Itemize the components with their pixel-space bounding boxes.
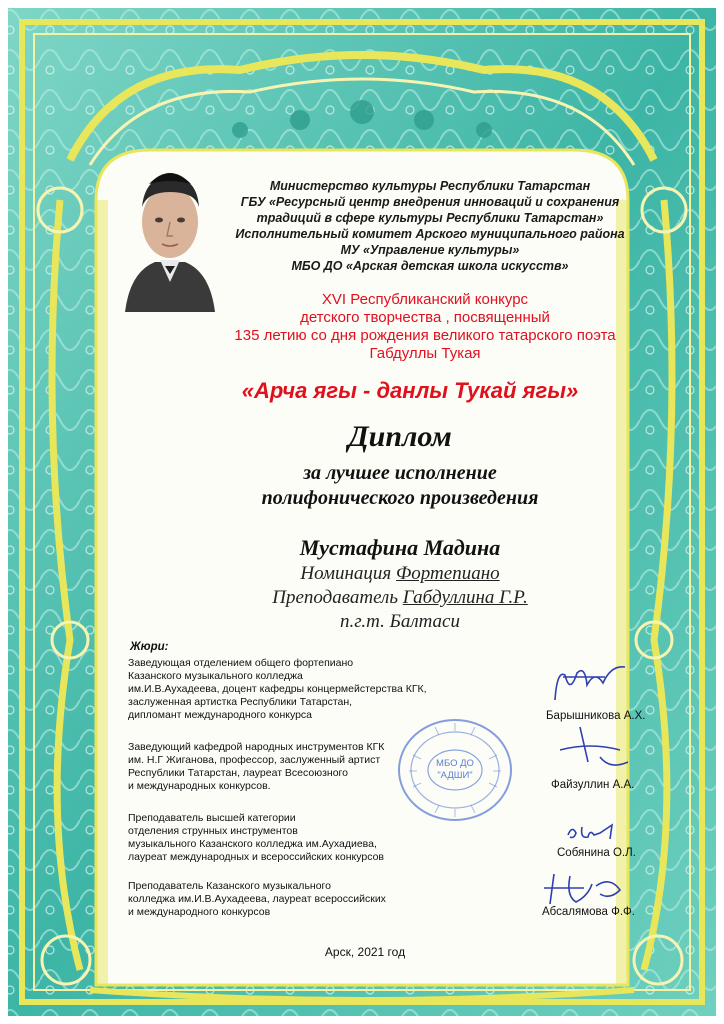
signer-name: Абсалямова Ф.Ф. [542,906,635,918]
jury-text-line: Преподаватель Казанского музыкального [128,880,331,892]
issuer-line: ГБУ «Ресурсный центр внедрения инноваций и сохранения [240,195,620,209]
contest-line: Габдуллы Тукая [369,345,481,362]
jury-text-line: и международных конкурсов. [128,780,271,792]
contest-motto: «Арча ягы - данлы Тукай ягы» [241,378,579,403]
teacher-value: Габдуллина Г.Р. [402,587,528,608]
nomination-value: Фортепиано [396,563,500,584]
jury-text-line: и международного конкурсов [128,906,271,918]
diploma-subtitle: за лучшее исполнение [303,462,497,484]
jury-text-line: Преподаватель высшей категории [128,812,296,824]
place-date: Арск, 2021 год [324,945,406,959]
jury-text-line: колледжа им.И.В.Аухадеева, лауреат всероссийских [128,893,386,905]
signature-barysnikova [545,655,635,710]
signer-name: Файзуллин А.А. [551,779,635,791]
recipient-location: п.г.т. Балтаси [340,611,460,632]
issuer-line: МУ «Управление культуры» [340,243,520,257]
contest-line: 135 летию со дня рождения великого татарского поэта [234,327,616,344]
signature-sobyanina [560,815,635,850]
jury-text-line: дипломант международного конкурса [128,709,313,721]
jury-text-line: отделения струнных инструментов [128,825,298,837]
signer-name: Собянина О.Л. [557,847,636,859]
issuer-line: МБО ДО «Арская детская школа искусств» [291,259,569,273]
jury-text-line: музыкального Казанского колледжа им.Аухадиева, [128,838,377,850]
diploma-title: Диплом [348,420,452,453]
signer-name: Барышникова А.Х. [546,710,646,722]
jury-text-line: им.И.В.Аухадеева, доцент кафедры концермейстерства КГК, [128,683,427,695]
jury-text-line: лауреат международных и всероссийских конкурсов [128,851,384,863]
contest-line: детского творчества , посвященный [300,309,550,326]
stamp-text: МБО ДО [436,758,474,769]
issuer-line: Министерство культуры Республики Татарстан [269,179,591,193]
jury-text-line: Заведующий кафедрой народных инструментов КГК [128,741,385,753]
issuer-line: традиций в сфере культуры Республики Татарстан» [256,211,604,225]
stamp-text: "АДШИ" [437,770,473,781]
jury-heading: Жюри: [130,641,169,653]
issuer-line: Исполнительный комитет Арского муниципального района [235,227,625,241]
signature-faizullin [550,722,635,772]
nomination-label: Номинация [300,563,392,584]
teacher-label: Преподаватель [272,587,398,608]
jury-text-line: им. Н.Г Жиганова, профессор, заслуженный артист [128,754,381,766]
signature-absalyamova [540,866,640,911]
nomination [120,563,680,585]
jury-text-line: Казанского музыкального колледжа [128,670,303,682]
contest-line: XVI Республиканский конкурс [321,291,529,308]
teacher [120,587,680,609]
recipient-name: Мустафина Мадина [299,535,501,560]
jury-text-line: Заведующая отделением общего фортепиано [128,657,354,669]
jury-text-line: Республики Татарстан, лауреат Всесоюзного [128,767,348,779]
diploma-subtitle: полифонического произведения [261,487,539,509]
jury-text-line: заслуженная артистка Республики Татарстан, [128,696,353,708]
